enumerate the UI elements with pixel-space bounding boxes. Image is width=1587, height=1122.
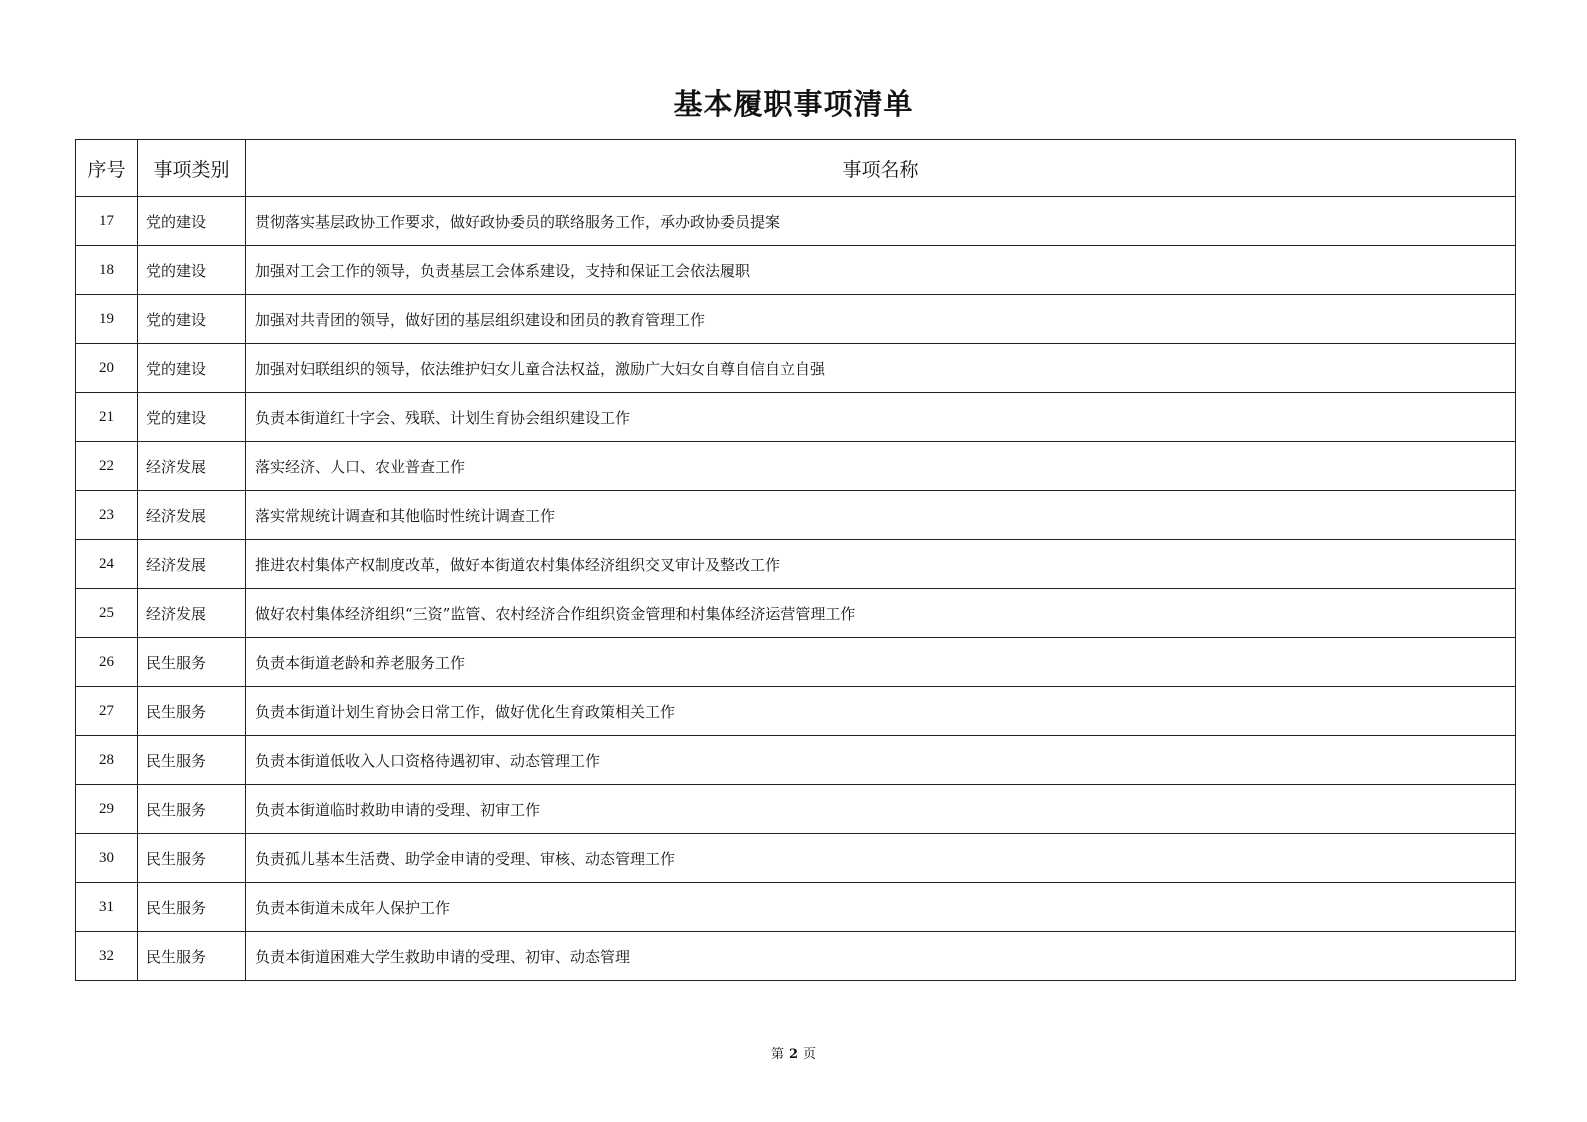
serial-number-cell: 17 [76,197,138,246]
table-row [76,197,1516,246]
table-header-row [76,140,1516,197]
table-row [76,540,1516,589]
table-row [76,883,1516,932]
item-name-cell: 负责本街道困难大学生救助申请的受理、初审、动态管理 [246,932,1516,981]
item-name-cell: 加强对工会工作的领导，负责基层工会体系建设，支持和保证工会依法履职 [246,246,1516,295]
item-name-cell: 负责本街道未成年人保护工作 [246,883,1516,932]
item-name-cell: 加强对共青团的领导，做好团的基层组织建设和团员的教育管理工作 [246,295,1516,344]
category-cell: 民生服务 [138,638,246,687]
serial-number-cell: 21 [76,393,138,442]
item-name-cell: 负责本街道临时救助申请的受理、初审工作 [246,785,1516,834]
category-cell: 经济发展 [138,589,246,638]
table-body [76,197,1516,981]
serial-number-cell: 22 [76,442,138,491]
header-category: 事项类别 [138,140,246,197]
category-cell: 经济发展 [138,491,246,540]
page-footer [0,1046,1587,1064]
item-name-cell: 落实常规统计调查和其他临时性统计调查工作 [246,491,1516,540]
footer-prefix: 第 [770,1047,784,1062]
serial-number-cell: 27 [76,687,138,736]
category-cell: 经济发展 [138,540,246,589]
category-cell: 经济发展 [138,442,246,491]
serial-number-cell: 26 [76,638,138,687]
serial-number-cell: 31 [76,883,138,932]
serial-number-cell: 19 [76,295,138,344]
serial-number-cell: 29 [76,785,138,834]
category-cell: 民生服务 [138,785,246,834]
table-row [76,638,1516,687]
table-row [76,393,1516,442]
item-name-cell: 负责孤儿基本生活费、助学金申请的受理、审核、动态管理工作 [246,834,1516,883]
category-cell: 党的建设 [138,295,246,344]
table-row [76,491,1516,540]
page-title: 基本履职事项清单 [673,87,914,121]
header-item-name: 事项名称 [246,140,1516,197]
item-name-cell: 加强对妇联组织的领导，依法维护妇女儿童合法权益，激励广大妇女自尊自信自立自强 [246,344,1516,393]
item-name-cell: 负责本街道老龄和养老服务工作 [246,638,1516,687]
category-cell: 民生服务 [138,883,246,932]
table-row [76,295,1516,344]
category-cell: 党的建设 [138,344,246,393]
item-name-cell: 推进农村集体产权制度改革，做好本街道农村集体经济组织交叉审计及整改工作 [246,540,1516,589]
footer-suffix: 页 [803,1047,817,1062]
item-name-cell: 贯彻落实基层政协工作要求，做好政协委员的联络服务工作，承办政协委员提案 [246,197,1516,246]
table-row [76,932,1516,981]
table-row [76,785,1516,834]
duty-list-table [75,139,1516,981]
category-cell: 党的建设 [138,197,246,246]
serial-number-cell: 32 [76,932,138,981]
item-name-cell: 落实经济、人口、农业普查工作 [246,442,1516,491]
page-number: 2 [788,1047,799,1062]
category-cell: 民生服务 [138,687,246,736]
table-row [76,736,1516,785]
table-row [76,442,1516,491]
table-row [76,589,1516,638]
category-cell: 民生服务 [138,932,246,981]
serial-number-cell: 28 [76,736,138,785]
header-serial-number: 序号 [76,140,138,197]
serial-number-cell: 18 [76,246,138,295]
category-cell: 党的建设 [138,393,246,442]
serial-number-cell: 24 [76,540,138,589]
table-row [76,246,1516,295]
serial-number-cell: 23 [76,491,138,540]
serial-number-cell: 20 [76,344,138,393]
category-cell: 党的建设 [138,246,246,295]
category-cell: 民生服务 [138,736,246,785]
item-name-cell: 做好农村集体经济组织“三资”监管、农村经济合作组织资金管理和村集体经济运营管理工作 [246,589,1516,638]
item-name-cell: 负责本街道计划生育协会日常工作，做好优化生育政策相关工作 [246,687,1516,736]
item-name-cell: 负责本街道红十字会、残联、计划生育协会组织建设工作 [246,393,1516,442]
table-row [76,687,1516,736]
table-row [76,344,1516,393]
serial-number-cell: 30 [76,834,138,883]
category-cell: 民生服务 [138,834,246,883]
table-row [76,834,1516,883]
serial-number-cell: 25 [76,589,138,638]
item-name-cell: 负责本街道低收入人口资格待遇初审、动态管理工作 [246,736,1516,785]
